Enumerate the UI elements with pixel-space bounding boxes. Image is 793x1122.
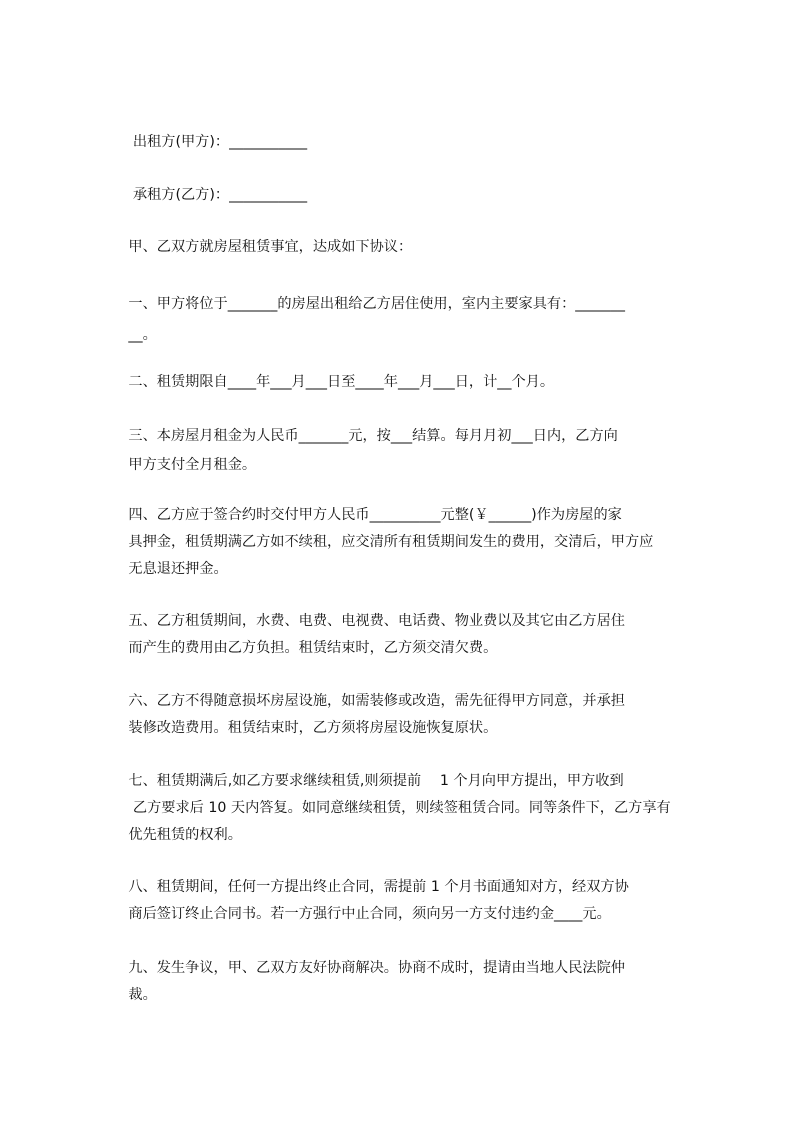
clause-7-line-1: 七、租赁期满后,如乙方要求继续租赁,则须提前 1 个月向甲方提出，甲方收到: [100, 773, 624, 789]
clause-1-line-2: __。: [100, 327, 157, 343]
clause-6-line-1: 六、乙方不得随意损坏房屋设施，如需装修或改造，需先征得甲方同意，并承担: [100, 693, 625, 709]
clause-6-line-2: 装修改造费用。租赁结束时，乙方须将房屋设施恢复原状。: [100, 720, 498, 736]
clause-3-line-2: 甲方支付全月租金。: [100, 457, 257, 473]
lessee-line: 承租方(乙方)：___________: [100, 187, 308, 203]
clause-2: 二、租赁期限自____年___月___日至____年___月___日，计__个月。: [100, 374, 555, 390]
clause-5-line-2: 而产生的费用由乙方负担。租赁结束时，乙方须交清欠费。: [100, 640, 498, 656]
clause-9-line-2: 裁。: [100, 987, 157, 1003]
clause-7-line-2: 乙方要求后 10 天内答复。如同意继续租赁，则续签租赁合同。同等条件下，乙方享有: [100, 800, 671, 816]
clause-4-line-1: 四、乙方应于签合约时交付甲方人民币__________元整(￥______)作为房屋的家: [100, 507, 622, 523]
clause-4-line-3: 无息退还押金。: [100, 561, 228, 577]
clause-8-line-2: 商后签订终止合同书。若一方强行中止合同，须向另一方支付违约金____元。: [100, 906, 611, 922]
lessor-line: 出租方(甲方)：___________: [100, 134, 308, 150]
clause-3-line-1: 三、本房屋月租金为人民币_______元，按___结算。每月月初___日内，乙方向: [100, 428, 618, 444]
clause-1-line-1: 一、甲方将位于_______的房屋出租给乙方居住使用，室内主要家具有：_______: [100, 296, 625, 312]
clause-8-line-1: 八、租赁期间，任何一方提出终止合同，需提前 1 个月书面通知对方，经双方协: [100, 879, 629, 895]
clause-4-line-2: 具押金，租赁期满乙方如不续租，应交清所有租赁期间发生的费用，交清后，甲方应: [100, 534, 654, 550]
agreement-intro: 甲、乙双方就房屋租赁事宜，达成如下协议：: [100, 239, 413, 255]
clause-5-line-1: 五、乙方租赁期间，水费、电费、电视费、电话费、物业费以及其它由乙方居住: [100, 613, 625, 629]
clause-7-line-3: 优先租赁的权利。: [100, 827, 242, 843]
clause-9-line-1: 九、发生争议，甲、乙双方友好协商解决。协商不成时，提请由当地人民法院仲: [100, 960, 625, 976]
